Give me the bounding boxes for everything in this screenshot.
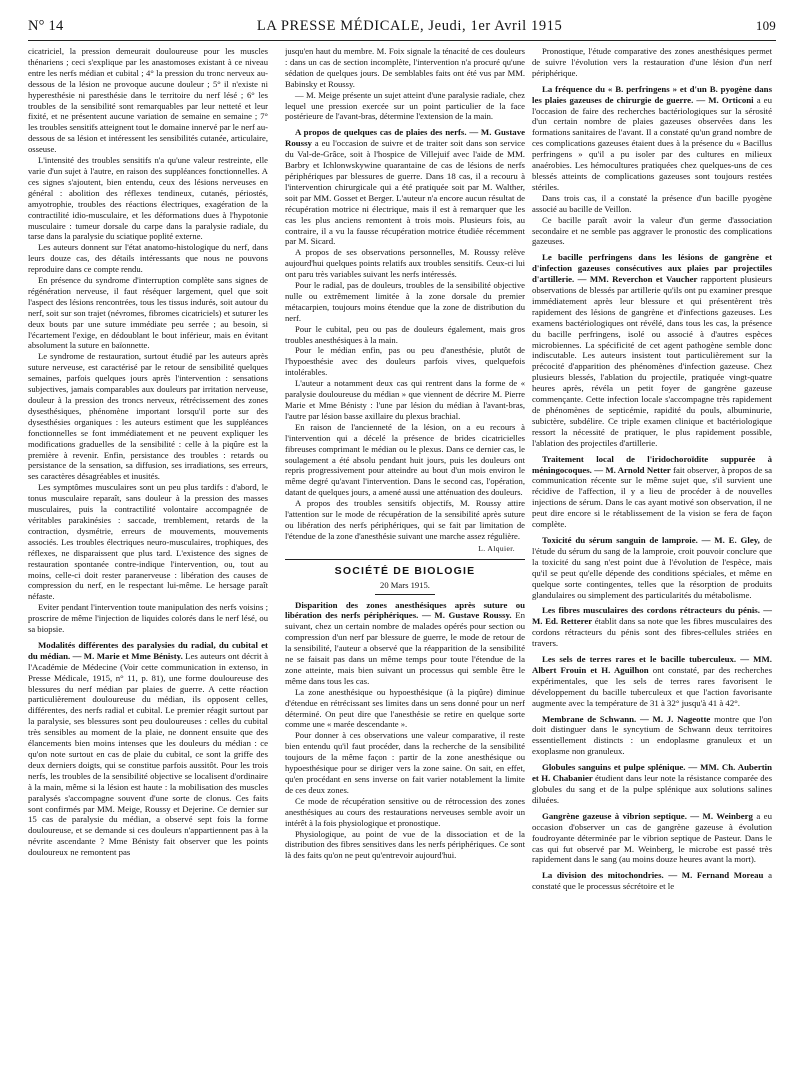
- article-heading: [532, 870, 772, 892]
- masthead: LA PRESSE MÉDICALE, Jeudi, 1er Avril 1915: [256, 18, 563, 34]
- paragraph: Pour donner à ces observations une valeur comparative, il reste bien entendu qu'il faut procéder, dans la recherche de la sensibilité toujours de la même façon : partir de la zone anesthésique ou hypoesthésique pour se diriger vers la zone saine. On sait, en effet, qu'en procédant en sens inverse on fait varier notablement la limite de ces deux zones.: [285, 730, 525, 795]
- article-heading: [532, 714, 772, 758]
- article-heading: [532, 605, 772, 649]
- article-title: Toxicité du sérum sanguin de lamproie. — M. E. Gley,: [542, 534, 760, 545]
- article-heading: [28, 640, 268, 858]
- paragraph: — M. Meige présente un sujet atteint d'une paralysie radiale, chez lequel une pression exercée sur un point particulier de la face postérieure de l'avant-bras, détermine l'extension de la main.: [285, 89, 525, 122]
- paragraph: L'auteur a notamment deux cas qui rentrent dans la forme de « paralysie douloureuse du médian » que viennent de décrire M. Pierre Marie et Mme Bénisty : l'une par lésion du médian à l'avant-bras, l'autre par lésion basse axillaire du plexus brachial.: [285, 378, 525, 421]
- paragraph: En raison de l'ancienneté de la lésion, on a eu recours à l'intervention qui a décelé la présence de brides cicatricielles fibreuses comprimant le médian ou le plexus. Dans ce dernier cas, le soulagement a été absolu pendant huit jours, puis les douleurs ont repris progressivement pour atteindre au bout d'un mois environ le même degré qu'avant l'intervention. Dans le second cas, l'opération, datant de quelques jours, a amené aussi une atténuation des douleurs.: [285, 421, 525, 498]
- article-title: Membrane de Schwann. — M. J. Nageotte: [542, 713, 711, 724]
- paragraph: Ce bacille paraît avoir la valeur d'un germe d'association secondaire et ne semble pas aggraver le pronostic des complications gazeuses.: [532, 214, 772, 247]
- article-title: La division des mitochondries. — M. Fernand Moreau: [542, 870, 764, 881]
- paragraph: Physiologique, au point de vue de la dissociation et de la distribution des fibres sensitives dans les nerfs périphériques. Ce sont là des faits qu'on ne peut qu'entrevoir aujourd'hui.: [285, 828, 525, 861]
- column-1: [28, 46, 268, 1064]
- society-name: SOCIÉTÉ DE BIOLOGIE: [334, 564, 476, 577]
- article-heading: [532, 84, 772, 193]
- paragraph: A propos des troubles sensitifs objectifs, M. Roussy attire l'attention sur le mode de récupération de la sensibilité après suture ou libération des nerfs périphériques, qui se fait par limitation de l'étendue de la zone d'anesthésie suivant une marche assez régulière.: [285, 498, 525, 541]
- paragraph: Dans trois cas, il a constaté la présence d'un bacille pyogène associé au bacille de Veillon.: [532, 192, 772, 214]
- paragraph: Les symptômes musculaires sont un peu plus tardifs : d'abord, le tonus musculaire reparaît, sans douleur à la pression des masses musculaires, puis la contractilité volontaire accompagnée de véritables parakinésies : saccade, tremblement, retards de la contraction, dysmétrie, erreurs de mouvements, mouvements associés. Les troubles électriques neuro-musculaires, trophiques, des réflexes, ne disparaissent que plus tard. L'existence des signes de restauration spontanée contre-indique l'intervention, ou, tout au moins, celle-ci doit rester paranerveuse : libération des causes de compression du nerf, en le respectant lui-même. Le hersage paraît néfaste.: [28, 482, 268, 602]
- article-title: Le bacille perfringens dans les lésions de gangrène et d'infection gazeuses consécutives aux plaies par projectiles d'artillerie. — MM. Reverchon et Vaucher: [532, 252, 772, 285]
- article-text: Les auteurs ont décrit à l'Académie de Médecine (Voir cette communication in extenso, in Presse Médicale, 1915, n° 11, p. 81), une forme douloureuse des blessures du nerf médian par plaies de guerre. A cette réaction particulièrement douloureuse du médian, ils opposent celles, différentes, des nerfs radial et cubital. Le premier réagit surtout par la paralysie, ses blessures sont peu douloureuses : celles du cubital très sensibles au moment de la plaie, ne donnent ensuite que des élancements bien moins intenses que les douleurs du médian : ce qu'on note surtout en cas de plaie du cubital, ce sont la griffe des deux derniers doigts, qui se constitue parfois aussitôt. Pour les trois nerfs, les troubles de la sensibilité objective se localisent d'ordinaire à la main, même si la lésion est haute : la mobilisation des muscles paralysés s'accompagne souvent d'une sorte de clonus. Ces faits sont confirmés par MM. Meige, Roussy et Dejerine. Ce dernier sur 15 cas de paralysie du médian, a observé sept fois la forme douloureuse, et se demande si ces douleurs n'appartiennent pas à la névrite ascendante ? Mme Bénisty fait observer que les points douloureux ne remontent pas: [28, 650, 268, 858]
- article-text: a eu occasion d'observer un cas de gangrène gazeuse à évolution foudroyante déterminée par le vibrion septique de Pasteur. Dans le cas qui fut observé par M. Weinberg, le microbe est passé très rapidement dans le sang (au moins douze heures avant la mort).: [532, 810, 772, 865]
- author-signature: L. Alquier.: [478, 543, 515, 553]
- paragraph: A propos de ses observations personnelles, M. Roussy relève aujourd'hui quelques points relatifs aux troubles sensitifs. Ceux-ci lui ont paru très variables suivant les nerfs intéressés.: [285, 247, 525, 280]
- article-text: a constaté que le processus sécrétoire et le: [532, 870, 772, 892]
- page-number: 109: [755, 18, 776, 33]
- paragraph: Pour le cubital, peu ou pas de douleurs également, mais gros troubles anesthésiques à la main.: [285, 323, 525, 345]
- paragraph: Ce mode de récupération sensitive ou de rétrocession des zones anesthésiques au cours des restaurations nerveuses semble avoir un intérêt à la fois physiologique et pronostique.: [285, 795, 525, 828]
- article-title: Globules sanguins et pulpe splénique. — MM. Ch. Aubertin et H. Chabanier: [532, 762, 772, 784]
- article-text: établit dans sa note que les fibres musculaires des cordons rétracteurs du pénis sont des fibres-cellules striées en travers.: [532, 616, 772, 649]
- article-heading: [285, 600, 525, 687]
- article-text: a eu l'occasion de faire des recherches bactériologiques sur la sérosité d'un certain nombre de plaies gazeuses observées dans les formations sanitaires de l'avant. Il a constaté qu'un grand nombre de ces complications gazeuses étaient dues à la présence du « Bacillus perfringens » qu'il a pu isoler par des cultures en milieux anaérobies. Les hémocultures pratiquées chez quelques-uns de ces blessés atteints de complications gazeuses sont toujours restées stériles.: [532, 94, 772, 192]
- issue-number: N° 14: [28, 18, 64, 34]
- paragraph: Pour le radial, pas de douleurs, troubles de la sensibilité objective nulle ou extrêmement limitée à la zone dorsale du premier métacarpien, toujours moins étendue que la zone de distribution du nerf.: [285, 280, 525, 323]
- article-heading: [285, 127, 525, 247]
- article-text: fait observer, à propos de sa communication récente sur le même sujet que, s'il survient une récidive de l'affection, il y a lieu de procéder à de nouvelles injections de sérum. Dans le cas ayant motivé son observation, il ne peut dire encore si le rétablissement de la vision se fera de façon complète.: [532, 464, 772, 530]
- article-title: Disparition des zones anesthésiques après suture ou libération des nerfs périphériques. — M. Gustave Roussy.: [285, 599, 525, 621]
- article-heading: [532, 454, 772, 530]
- article-title: A propos de quelques cas de plaies des nerfs. — M. Gustave Roussy: [285, 127, 525, 149]
- article-text: a eu l'occasion de suivre et de traiter soit dans son service du Val-de-Grâce, soit à l'hospice de Villejuif avec l'aide de MM. Barbry et Ichlonwskywine quarantaine de cas de lésions de nerfs périphériques par blessures de guerre. Dans 18 cas, il a recouru à l'intervention chirurgicale qui a été pratiquée soit par M. Walther, soit par MM. Gosset et Berger. L'auteur n'a encore aucun résultat de récupération motrice ni électrique, mais il est à remarquer que les cas les plus anciens remontent à trois mois. Plusieurs fois, au contraire, il a vu la fausse récupération motrice étudiée récemment par M. Sicard.: [285, 138, 525, 247]
- article-title: Gangrène gazeuse à vibrion septique. — M. Weinberg: [542, 810, 753, 821]
- article-title: La fréquence du « B. perfringens » et d'un B. pyogène dans les plaies gazeuses de chirurgie de guerre. — M. Orticoni: [532, 83, 772, 105]
- paragraph: Les auteurs donnent sur l'état anatomo-histologique du nerf, dans leurs douze cas, des détails intéressants que nous ne pouvons reproduire dans ce compte rendu.: [28, 242, 268, 275]
- paragraph: L'intensité des troubles sensitifs n'a qu'une valeur restreinte, elle varie d'un sujet à l'autre, en raison des suppléances fonctionnelles. A ces signes s'ajoutent, bien entendu, ceux des lésions nerveuses en général : abolition des réflexes tendineux, cutanés, périostés, amyotrophie, troubles des réactions électriques, exagération de la contractilité idio-musculaire, et les déformations dues à l'hypotonie musculaire : tumeur dorsale du carpe dans la paralysie radiale, du tarse dans la paralysie du sciatique poplité externe.: [28, 155, 268, 242]
- article-title: Les fibres musculaires des cordons rétracteurs du pénis. — M. Ed. Retterer: [532, 605, 772, 627]
- article-text: rapportent plusieurs observations de blessés par artillerie qu'ils ont pu examiner presque immédiatement après leur blessure et qui présentèrent très rapidement des lésions de gangrène et d'infections gazeuses. Les examens bactériologiques ont révélé, dans tous les cas, la présence du bacille perfringens, isolé ou associé à d'autres espèces microbiennes. La spécificité de cet agent pathogène semble donc indiscutable. Les auteurs insistent tout particulièrement sur la précocité d'apparition des phénomènes d'infection gazeuse. Chez plusieurs blessés, l'ablation du projectile, pratiquée vingt-quatre heures après, révéla un petit foyer de gangrène gazeuse commençante. Cette infection locale s'accompagne très rapidement de phénomènes de septicémie, rapidité du pouls, albuminurie, subictère, subdélire. Ce triple examen clinique et bactériologique ressort la nécessité de pratiquer, le plus rapidement possible, l'ablation des projectiles d'artillerie.: [532, 274, 772, 448]
- paragraph: La zone anesthésique ou hypoesthésique (à la piqûre) diminue d'étendue en rétrécissant ses limites dans un sens donné pour un nerf déterminé. On peut dire que l'anesthésie se retire en quelque sorte comme une « marée descendante ».: [285, 686, 525, 730]
- article-heading: [532, 654, 772, 709]
- session-date: 20 Mars 1915.: [380, 579, 430, 590]
- article-heading: [532, 811, 772, 866]
- column-2: [285, 46, 525, 1064]
- article-text: étudient dans leur note la résistance comparée des globules du sang et de la pulpe splénique aux solutions salines diluées.: [532, 773, 772, 805]
- paragraph: Le syndrome de restauration, surtout étudié par les auteurs après suture nerveuse, est caractérisé par le retour de sensibilité quelques semaines, parfois quelques jours après l'intervention : sensations subjectives, jamais comparables aux douleurs par irritation nerveuse, douleur à la pression des troncs nerveux, rétrécissement des zones dysesthésiques, phénomène important lorsqu'il porte sur des dysesthésies organiques : les auteurs estiment que les suppléances fonctionnelles se font immédiatement et ne peuvent expliquer les modifications graduelles de la sensibilité : celle à la piqûre est la première à revenir. Enfin, persistance des troubles : retards ou persistance de la sensation, sa diffusion, ses irradiations, ses erreurs, ses caractères désagréables et inusités.: [28, 351, 268, 482]
- article-heading: [532, 762, 772, 806]
- page-header: [28, 18, 776, 41]
- article-title: Modalités différentes des paralysies du radial, du cubital et du médian. — M. Marie et Mme Bénisty.: [28, 639, 268, 661]
- paragraph: En présence du syndrome d'interruption complète sans signes de régénération nerveuse, il faut réséquer largement, quel que soit l'aspect des lésions rencontrées, tous les tissus indurés, soit autour du nerf, soit sur son trajet (névromes, fibromes cicatriciels) et suturer les deux bouts par une suture immédiate peu serrée ; au besoin, si l'écartement l'exige, en dédoublant le bout inférieur, mais en évitant absolument la suture en baïonnette.: [28, 275, 268, 351]
- article-title: Les sels de terres rares et le bacille tuberculeux. — MM. Albert Frouin et H. Aguilhon: [532, 654, 772, 675]
- article-text: montre que l'on doit distinguer dans le syncytium de Schwann deux territoires essentiellement distincts : un endoplasme granuleux et un exoplasme non granuleux.: [532, 713, 772, 757]
- article-text: En suivant, chez un certain nombre de malades opérés pour section ou compression d'un nerf par blessure de guerre, le mode de retour de la sensibilité, l'auteur a observé que la réapparition de la sensibilité ne se faisait pas dans un même temps pour toute l'étendue de la zone atteinte, mais bien suivant un processus qui semble être le même dans tous les cas.: [285, 610, 525, 686]
- article-title: Traitement local de l'iridochoroïdite suppurée à méningocoques. — M. Arnold Netter: [532, 453, 772, 475]
- society-section-header: [285, 559, 525, 595]
- article-text: de l'étude du sérum du sang de la lamproie, croit pouvoir conclure que la toxicité du sang n'est point due à l'évolution de l'espèce, mais qu'il se peut qu'elle dépende des conditions spéciales, et même en quelque sorte contingentes, telles que la résorption de produits glandulaires ou simplement des particularités du métabolisme.: [532, 534, 772, 600]
- article-heading: [532, 252, 772, 448]
- paragraph: Eviter pendant l'intervention toute manipulation des nerfs voisins ; proscrire de même l'injection de liquides colorés dans le nerf lésé, ou sa biopsie.: [28, 602, 268, 635]
- paragraph: jusqu'en haut du membre. M. Foix signale la ténacité de ces douleurs : dans un cas de section incomplète, l'intervention n'a procuré qu'une sédation de quelques jours. De semblables faits ont été vus par MM. Babinsky et Roussy.: [285, 46, 525, 89]
- paragraph: Pour le médian enfin, pas ou peu d'anesthésie, plutôt de l'hypoesthésie avec des douleurs parfois vives, quelquefois intolérables.: [285, 345, 525, 378]
- paragraph: Pronostique, l'étude comparative des zones anesthésiques permet de suivre l'évolution vers la restauration d'une lésion d'un nerf périphérique.: [532, 46, 772, 78]
- divider: [375, 594, 435, 595]
- article-text: ont constaté, par des recherches expérimentales, que les sels de terres rares favorisent le développement du bacille tuberculeux et que l'action favorisante augmente avec la température de 31 à 32° jusqu'à 41 à 42°.: [532, 664, 772, 708]
- column-3: [532, 46, 772, 1064]
- article-heading: [532, 535, 772, 600]
- paragraph: cicatriciel, la pression demeurait douloureuse pour les muscles thénariens ; ceci s'explique par les anastomoses existant à ce niveau entre les nerfs médian et cubital ; 4° la pression du tronc nerveux au-dessous de la lésion ne provoque aucune douleur ; 5° il n'existe ni hyperesthésie ni paresthésie dans le territoire du nerf lésé ; 6° les troubles de la sensibilité sont remarquables par leur netteté et leur fixité, et ne présentent aucune variation de semaine en semaine ; 7° les troubles sensitifs atteignent tout le domaine innervé par le nerf au-dessous de sa lésion et intéressent les sensibilités cutanée, articulaire, osseuse.: [28, 46, 268, 155]
